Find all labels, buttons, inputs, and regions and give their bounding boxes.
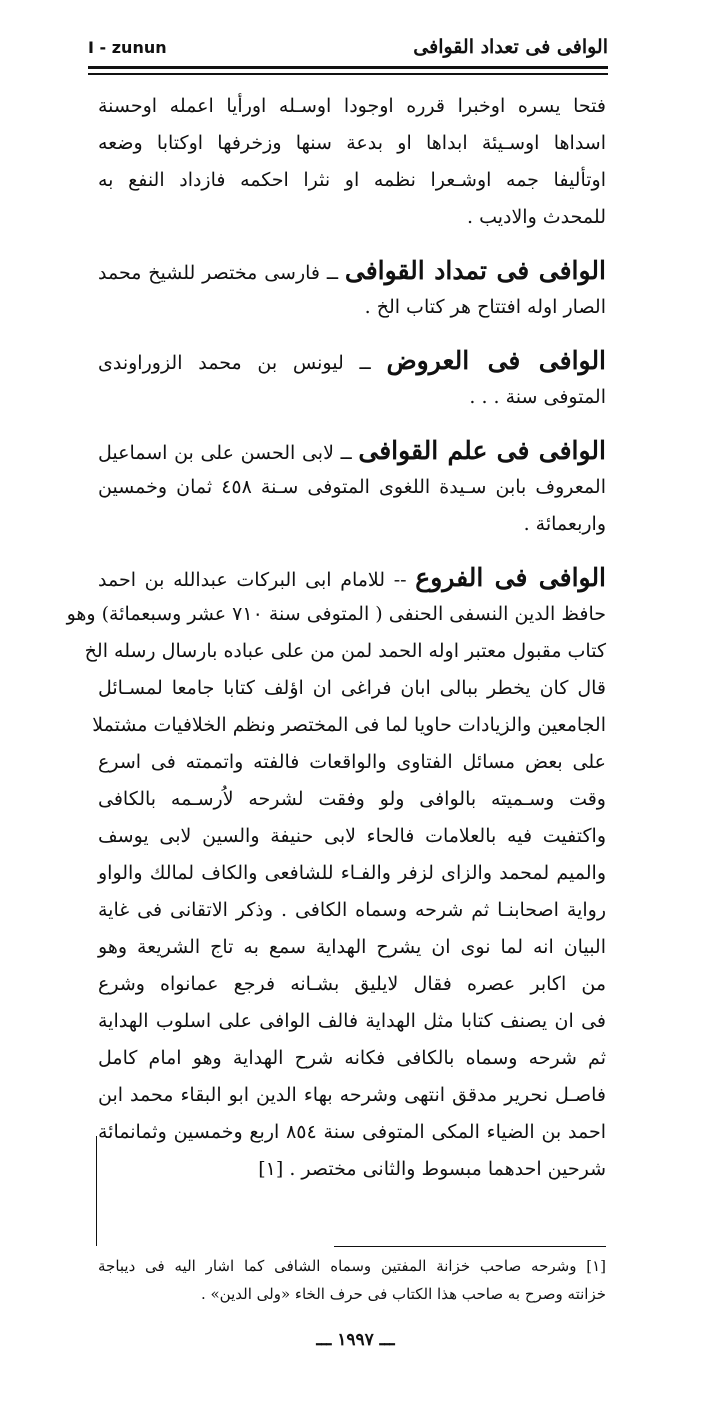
text-line: من اكابر عصره فقال لايليق بشـانه فرجع عمانواه وشرع (98, 973, 606, 995)
text-line: حافظ الدين النسفى الحنفى ( المتوفى سنة ٧١٠ عشر وسبعمائة) وهو (66, 603, 606, 625)
entry-al-wafi-furu (66, 559, 607, 1188)
header-left-label: I - zunun (88, 38, 167, 57)
header-title: الوافى فى تعداد القوافى (413, 36, 608, 58)
paragraph-continuation (98, 88, 606, 236)
text-line: وقت وسـميته بالوافى ولو وفقت لشرحه لاُرسـمه بالكافى (98, 788, 606, 810)
entry-first-line (98, 432, 606, 469)
entry-heading: الوافى فى تمداد القوافى (344, 256, 606, 285)
running-header (88, 36, 608, 66)
header-rule-thin (88, 73, 608, 75)
text-line: اسداها اوسـيئة ابداها او بدعة سنها وزخرفها اوكتابا وضعه (98, 132, 606, 154)
text-line: الجامعين والزيادات حاويا لما فى المختصر ونظم الخلافيات مشتملا (92, 714, 606, 736)
text-line: المتوفى سنة . . . (469, 386, 606, 408)
text-line: البيان انه لما نوى ان يشرح الهداية سمع به تاج الشريعة وهو (98, 936, 606, 958)
text-line: فاصـل نحرير مدقق انتهى وشرحه بهاء الدين ابو البقاء محمد ابن (98, 1084, 606, 1106)
entry-al-wafi-ilm-qawafi (98, 432, 606, 543)
text-line: المعروف بابن سـيدة اللغوى المتوفى سـنة ٤٥٨ ثمان وخمسين (98, 476, 606, 498)
entry-author: ــ فارسى مختصر للشيخ محمد (98, 262, 345, 284)
text-line: فى ان يصنف كتابا مثل الهداية فالف الوافى على اسلوب الهداية (98, 1010, 606, 1032)
footnote (98, 1252, 606, 1308)
text-line: للمحدث والاديب . (466, 206, 606, 228)
footnote-separator (334, 1246, 606, 1247)
entry-first-line (98, 559, 606, 596)
entry-heading: الوافى فى علم القوافى (358, 436, 606, 465)
text-line: الصار اوله افتتاح هر كتاب الخ . (364, 296, 606, 318)
entry-al-wafi-arud (98, 342, 606, 416)
text-line: رواية اصحابنـا ثم شرحه وسماه الكافى . وذكر الاتقانى فى غاية (98, 899, 606, 921)
text-line: واربعمائة . (523, 513, 606, 535)
text-line: قال كان يخطر ببالى ابان فراغى ان اؤلف كتابا جامعا لمسـائل (98, 677, 606, 699)
entry-author: ــ ليونس بن محمد الزوراوندى (98, 352, 387, 374)
text-line: واكتفيت فيه بالعلامات فالحاء لابى حنيفة والسين لابى يوسف (98, 825, 606, 847)
header-rule-thick (88, 66, 608, 69)
page-number: ـــ ١٩٩٧ ـــ (316, 1330, 395, 1350)
text-line: فتحا يسره اوخبرا قرره اوجودا اوسـله اورأيا اعمله اوحسنة (98, 95, 606, 117)
text-line: شرحين احدهما مبسوط والثانى مختصر . [١] (258, 1158, 606, 1180)
text-line: احمد بن الضياء المكى المتوفى سنة ٨٥٤ اربع وخمسين وثمانمائة (98, 1121, 606, 1143)
entry-heading: الوافى فى العروض (386, 346, 607, 375)
footnote-line: [١] وشرحه صاحب خزانة المفتين وسماه الشافى كما اشار اليه فى ديباجة (98, 1257, 606, 1275)
entry-al-wafi-qawafi (98, 252, 606, 326)
entry-first-line (98, 252, 606, 289)
entry-author: -- للامام ابى البركات عبدالله بن احمد (98, 569, 416, 591)
text-line: كتاب مقبول معتبر اوله الحمد لمن من على عباده بارسال رسله الخ (84, 640, 606, 662)
main-text (66, 88, 607, 1188)
text-line: ثم شرحه وسماه بالكافى فكانه شرح الهداية وهو امام كامل (98, 1047, 606, 1069)
text-line: على بعض مسائل الفتاوى والواقعات فالفته واتممته فى اسرع (98, 751, 606, 773)
margin-rule (96, 1136, 97, 1246)
entry-first-line (98, 342, 606, 379)
text-line: اوتأليفا جمه اوشـعرا نظمه او نثرا احكمه فازداد النفع به (98, 169, 606, 191)
text-line: والميم لمحمد والزاى لزفر والفـاء للشافعى والكاف لمالك والواو (98, 862, 606, 884)
entry-author: ــ لابى الحسن على بن اسماعيل (98, 442, 359, 464)
footnote-line: خزانته وصرح به صاحب هذا الكتاب فى حرف الخاء «ولى الدين» . (200, 1285, 606, 1303)
entry-heading: الوافى فى الفروع (415, 563, 607, 592)
